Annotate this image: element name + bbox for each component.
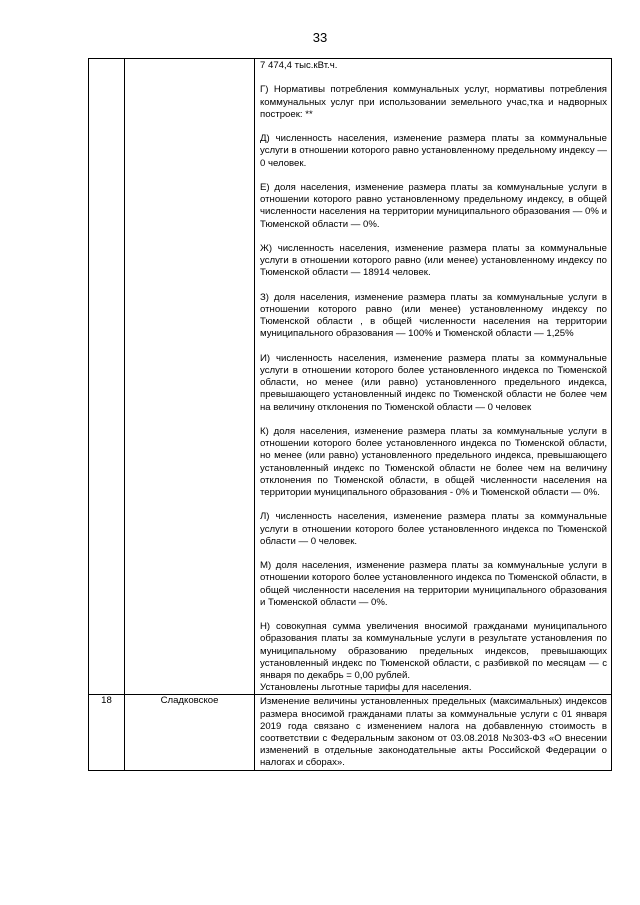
description-text [255,59,611,694]
document-table [88,58,612,771]
paragraph: Л) численность населения, изменение размера платы за коммунальные услуги в отношении которого более установленного индекса по Тюменской области — 0 человек. [260,511,607,547]
paragraph: М) доля населения, изменение размера платы за коммунальные услуги в отношении которого более установленного индекса по Тюменской области, в общей численности населения на территории муниципального образования и Тюменской области — 0%. [260,560,607,608]
municipality-name-cell: Сладковское [125,695,255,770]
paragraph: И) численность населения, изменение размера платы за коммунальные услуги в отношении которого более установленного индекса по Тюменской области, но менее (или равно) установленного предельного индекса, превышающего установленный индекс по Тюменской области не более чем на величину отклонения по Тюменской области — 0 человек [260,352,607,413]
paragraph: 7 474,4 тыс.кВт.ч. [260,60,338,71]
paragraph: Д) численность населения, изменение размера платы за коммунальные услуги в отношении которого равно установленному предельному индексу — 0 человек. [260,133,607,169]
description-cell [255,59,612,695]
paragraph: З) доля населения, изменение размера платы за коммунальные услуги в отношении которого равно (или менее) установленному индексу по Тюменской области , в общей численности населения на территории муниципального образования — 100% и Тюменской области — 1,25% [260,291,607,340]
description-text [255,695,611,769]
paragraph: Г) Нормативы потребления коммунальных услуг, нормативы потребления коммунальных услуг при использовании земельного учас,тка и надворных построек: ** [260,84,607,120]
row-number-cell: 18 [89,695,125,770]
municipality-name-cell [125,59,255,695]
description-cell [255,695,612,770]
paragraph: Н) совокупная сумма увеличения вносимой гражданами муниципального образования платы за коммунальные услуги в результате установления по муниципальному образованию предельных индексов, превышающих установленный индекс по Тюменской области, с разбивкой по месяцам — с января по декабрь = 0,00 рублей. Установлены льготные тарифы для населения. [260,621,607,694]
row-number-cell [89,59,125,695]
paragraph: Е) доля населения, изменение размера платы за коммунальные услуги в отношении которого равно установленному предельному индексу, в общей численности населения на территории муниципального образования — 0% и Тюменской области — 0%. [260,181,607,230]
table-row [89,59,612,695]
paragraph: Изменение величины установленных предельных (максимальных) индексов размера вносимой гражданами платы за коммунальные услуги с 01 января 2019 года связано с изменением налога на добавленную стоимость в соответствии с Федеральным законом от 03.08.2018 №303-ФЗ «О внесении изменений в отдельные законодательные акты Российской Федерации о налогах и сборах». [260,696,607,769]
page-number: 33 [312,30,328,45]
paragraph: Ж) численность населения, изменение размера платы за коммунальные услуги в отношении которого равно (или менее) установленному индексу по Тюменской области — 18914 человек. [260,242,607,279]
paragraph: К) доля населения, изменение размера платы за коммунальные услуги в отношении которого более установленного индекса по Тюменской области, но менее (или равно) установленного предельного индекса, превышающего установленный индекс по Тюменской области не более чем на величину отклонения по Тюменской области, в общей численности населения на территории муниципального образования - 0% и Тюменской области — 0%. [260,425,607,498]
table-row [89,695,612,770]
